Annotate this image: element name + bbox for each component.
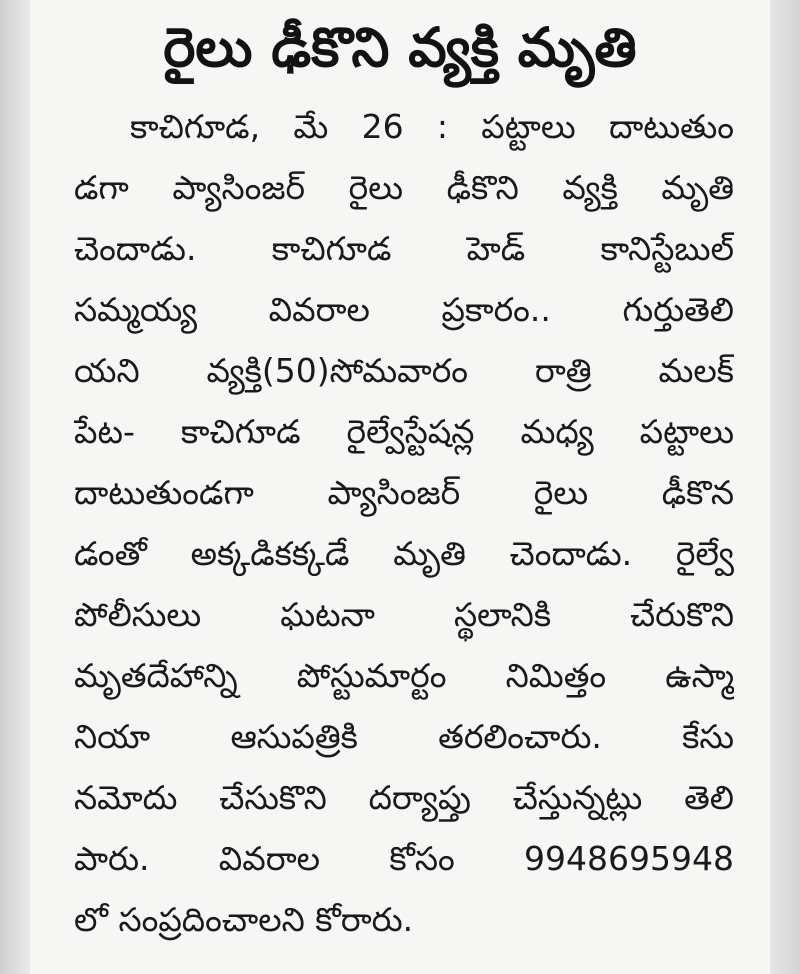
article-body bbox=[74, 96, 734, 950]
article-line: మృతదేహాన్ని పోస్టుమార్టం నిమిత్తం ఉస్మా bbox=[74, 656, 734, 695]
article-line: సమ్మయ్య వివరాల ప్రకారం.. గుర్తుతెలి bbox=[74, 290, 734, 329]
article-line: నియా ఆసుపత్రికి తరలించారు. కేసు bbox=[74, 717, 734, 756]
newspaper-clipping bbox=[30, 0, 770, 974]
article-line: డగా ప్యాసింజర్ రైలు ఢీకొని వ్యక్తి మృతి bbox=[74, 168, 734, 207]
article-headline: రైలు ఢీకొని వ్యక్తి మృతి bbox=[163, 16, 637, 79]
article-line: యని వ్యక్తి(50)సోమవారం రాత్రి మలక్ bbox=[74, 351, 734, 390]
article-line: నమోదు చేసుకొని దర్యాప్తు చేస్తున్నట్లు తెలి bbox=[74, 778, 734, 817]
article-line: దాటుతుండగా ప్యాసింజర్ రైలు ఢీకొన bbox=[74, 473, 734, 512]
article-line: పోలీసులు ఘటనా స్థలానికి చేరుకొని bbox=[74, 595, 734, 634]
article-line: చెందాడు. కాచిగూడ హెడ్ కానిస్టేబుల్ bbox=[74, 229, 734, 268]
article-line: డంతో అక్కడికక్కడే మృతి చెందాడు. రైల్వే bbox=[74, 534, 734, 573]
article-line: లో సంప్రదించాలని కోరారు. bbox=[74, 900, 414, 939]
article-line: పేట- కాచిగూడ రైల్వేస్టేషన్ల మధ్య పట్టాలు bbox=[74, 412, 734, 451]
article-line: కాచిగూడ, మే 26 : పట్టాలు దాటుతుం bbox=[130, 107, 734, 146]
article-line: పారు. వివరాల కోసం 9948695948 bbox=[74, 839, 734, 878]
